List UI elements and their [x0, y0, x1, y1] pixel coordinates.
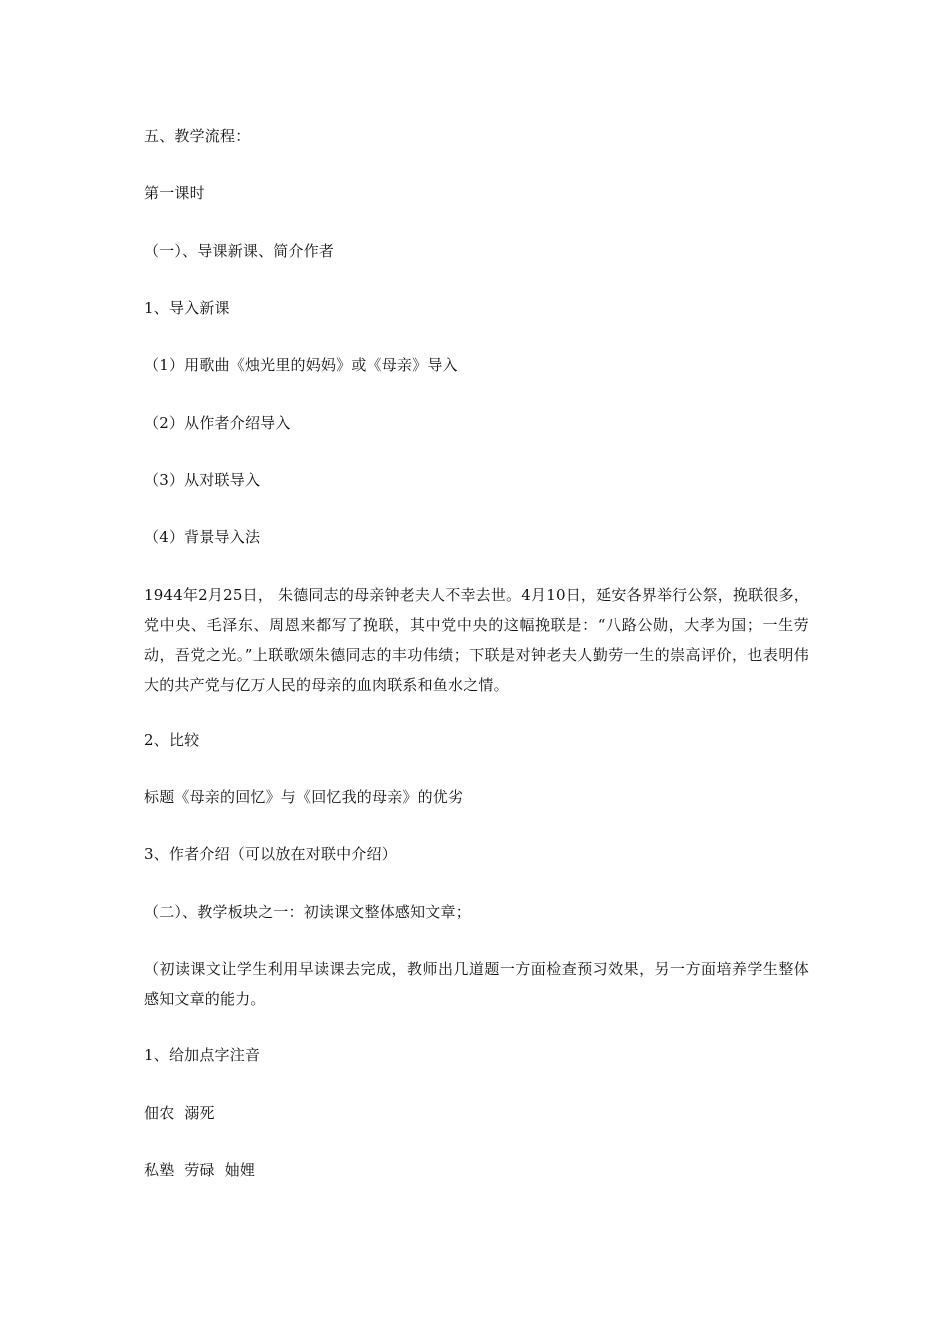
words-row2: 私塾 劳碌 妯娌	[144, 1161, 256, 1179]
lesson-label: 第一课时	[144, 184, 205, 202]
item1-sub2: （2）从作者介绍导入	[144, 414, 291, 432]
item1-sub4: （4）背景导入法	[144, 528, 261, 546]
exercise1-heading: 1、给加点字注音	[144, 1046, 261, 1064]
item3-heading: 3、作者介绍（可以放在对联中介绍）	[144, 845, 397, 863]
part2-heading: （二）、教学板块之一：初读课文整体感知文章；	[144, 903, 471, 921]
item1-sub1: （1）用歌曲《烛光里的妈妈》或《母亲》导入	[144, 356, 458, 374]
section-heading: 五、教学流程：	[144, 127, 251, 145]
part1-heading: （一）、导课新课、简介作者	[144, 242, 335, 260]
item2-text: 标题《母亲的回忆》与《回忆我的母亲》的优劣	[144, 788, 464, 806]
words-row1: 佃农 溺死	[144, 1104, 215, 1122]
item2-heading: 2、比较	[144, 731, 200, 749]
part2-paragraph: （初读课文让学生利用早读课去完成，教师出几道题一方面检查预习效果，另一方面培养学生整体感知文章的能力。	[144, 960, 809, 1008]
background-paragraph: 1944年2月25日， 朱德同志的母亲钟老夫人不幸去世。4月10日，延安各界举行公祭，挽联很多，党中央、毛泽东、周恩来都写了挽联，其中党中央的这幅挽联是：“八路公勋，大孝为国；一生劳动，吾党之光。”上联歌颂朱德同志的丰功伟绩；下联是对钟老夫人勤劳一生的崇高评价，也表明伟大的共产党与亿万人民的母亲的血肉联系和鱼水之情。	[144, 586, 809, 694]
item1-sub3: （3）从对联导入	[144, 471, 261, 489]
item1-heading: 1、导入新课	[144, 299, 230, 317]
